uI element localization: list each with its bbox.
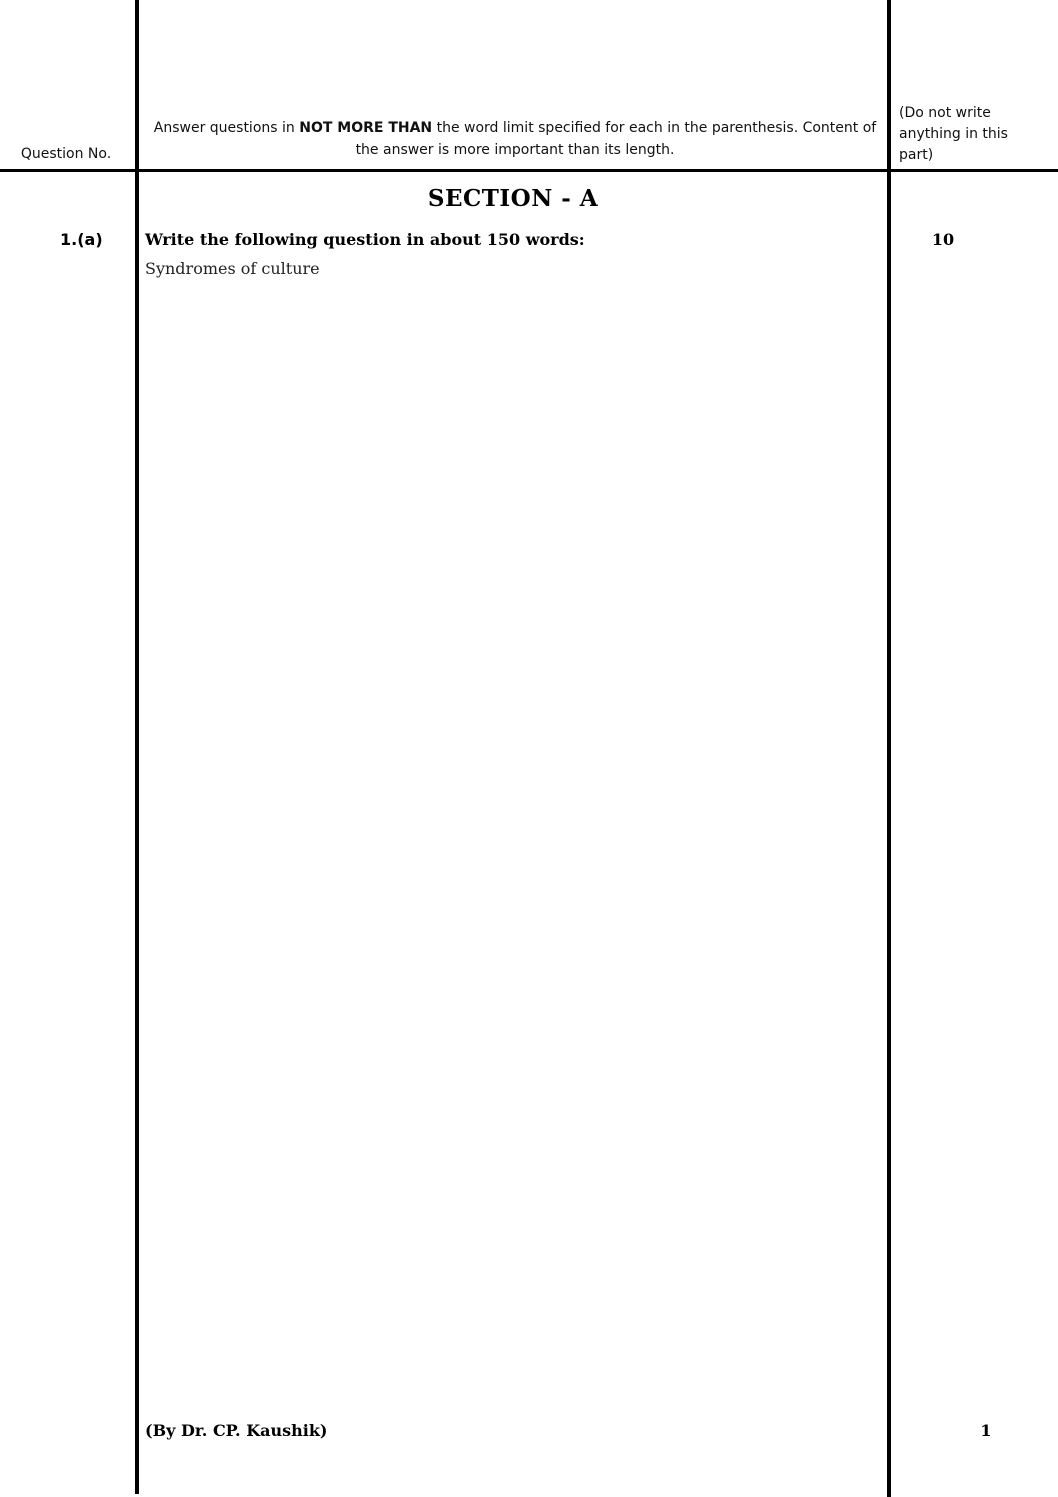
question-topic: Syndromes of culture <box>145 259 320 278</box>
page-number: 1 <box>980 1421 992 1440</box>
question-no-column-header: Question No. <box>20 146 112 162</box>
right-margin-rule <box>887 0 891 1497</box>
answer-writing-area[interactable] <box>139 290 887 1410</box>
instructions-text-end: the word limit specified for each in the parenthesis. Content of the answer is more important than its length. <box>355 120 877 158</box>
question-number: 1.(a) <box>60 230 103 249</box>
instructions-header <box>150 117 880 161</box>
instructions-text-start: Answer questions in <box>153 120 300 136</box>
footer-author: (By Dr. CP. Kaushik) <box>145 1421 328 1440</box>
instructions-emphasis: NOT MORE THAN <box>299 120 433 136</box>
question-marks: 10 <box>931 230 955 249</box>
section-title: SECTION - A <box>427 185 599 212</box>
margin-column-note: (Do not write anything in this part) <box>899 105 1008 163</box>
header-divider <box>0 169 1058 172</box>
question-prompt: Write the following question in about 150 words: <box>145 230 585 249</box>
